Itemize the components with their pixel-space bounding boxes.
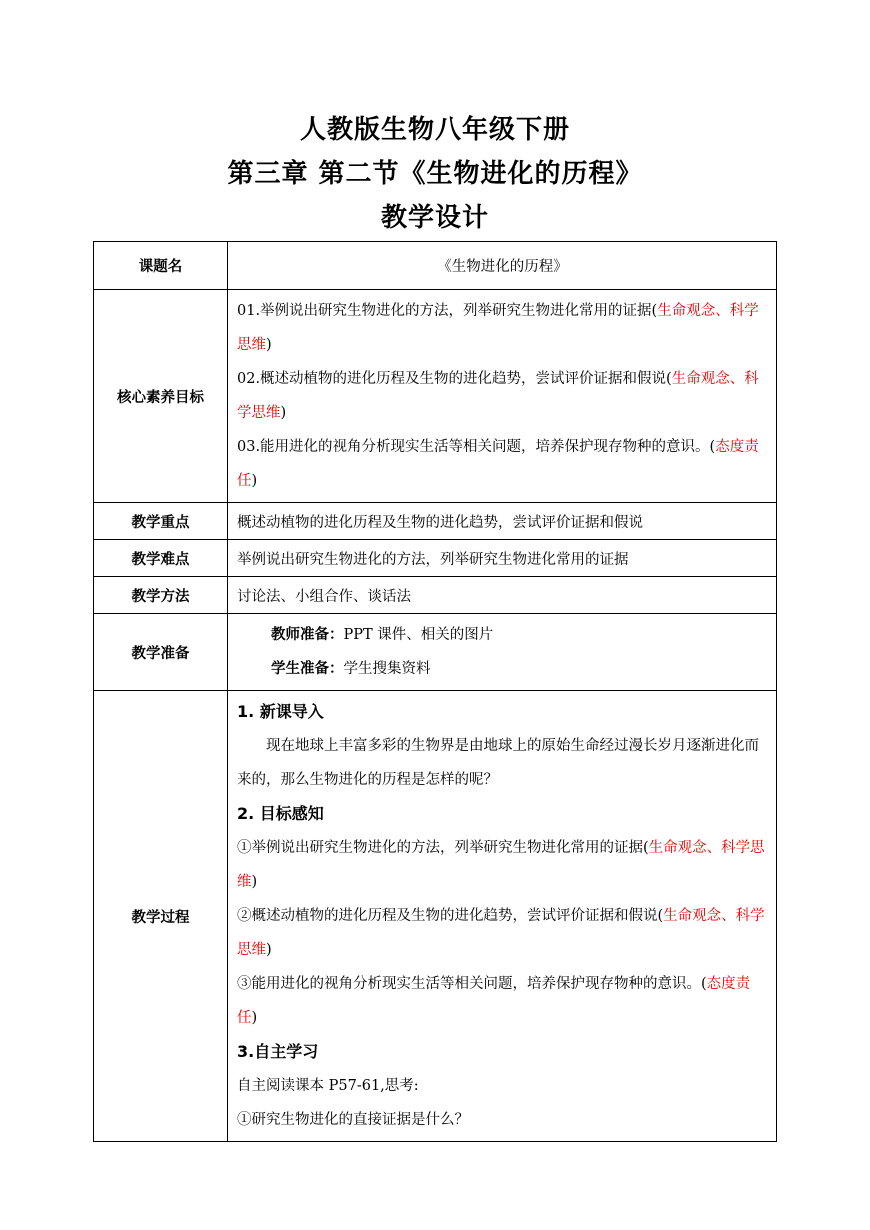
prep-content	[228, 614, 777, 691]
goal-2: 02.概述动植物的进化历程及生物的进化趋势，尝试评价证据和假说(生命观念、科学思维)	[237, 371, 759, 421]
document-title-block	[0, 108, 870, 240]
row-prep	[94, 614, 777, 691]
step-1-text: 现在地球上丰富多彩的生物界是由地球上的原始生命经过漫长岁月逐渐进化而来的，那么生物进化的历程是怎样的呢？	[237, 738, 759, 788]
topic-value: 《生物进化的历程》	[228, 242, 777, 290]
title-line-3: 教学设计	[380, 203, 489, 233]
step-3-text: 自主阅读课本 P57-61,思考:	[237, 1078, 419, 1094]
lesson-plan-table	[93, 241, 777, 1142]
goals-label: 核心素养目标	[94, 290, 228, 503]
row-difficulty	[94, 540, 777, 577]
difficulty-label: 教学难点	[94, 540, 228, 577]
row-topic	[94, 242, 777, 290]
goal-1-tag: 生命观念、科学思维	[237, 303, 759, 353]
difficulty-value: 举例说出研究生物进化的方法，列举研究生物进化常用的证据	[228, 540, 777, 577]
row-method	[94, 577, 777, 614]
topic-label: 课题名	[94, 242, 228, 290]
goal-3: 03.能用进化的视角分析现实生活等相关问题，培养保护现存物种的意识。(态度责任)	[237, 439, 759, 489]
step-2-title: 2. 目标感知	[237, 804, 324, 823]
row-key-point	[94, 503, 777, 540]
row-goals	[94, 290, 777, 503]
method-label: 教学方法	[94, 577, 228, 614]
step-2-goal-3: ③能用进化的视角分析现实生活等相关问题，培养保护现存物种的意识。(态度责任)	[237, 976, 751, 1026]
title-line-1: 人教版生物八年级下册	[299, 115, 570, 145]
teacher-prep: 教师准备：PPT 课件、相关的图片	[271, 627, 494, 643]
process-content	[228, 691, 777, 1142]
method-value: 讨论法、小组合作、谈话法	[228, 577, 777, 614]
step-3-title: 3.自主学习	[237, 1042, 319, 1061]
prep-label: 教学准备	[94, 614, 228, 691]
step-2-goal-2: ②概述动植物的进化历程及生物的进化趋势，尝试评价证据和假说(生命观念、科学思维)	[237, 908, 765, 958]
goal-1: 01.举例说出研究生物进化的方法，列举研究生物进化常用的证据(生命观念、科学思维)	[237, 303, 759, 353]
key-point-value: 概述动植物的进化历程及生物的进化趋势，尝试评价证据和假说	[228, 503, 777, 540]
goal-3-tag: 态度责任	[237, 439, 759, 489]
student-prep: 学生准备：学生搜集资料	[271, 661, 431, 677]
process-label: 教学过程	[94, 691, 228, 1142]
row-process	[94, 691, 777, 1142]
step-3-question-1: ①研究生物进化的直接证据是什么？	[237, 1112, 469, 1128]
goals-content	[228, 290, 777, 503]
goal-2-tag: 生命观念、科学思维	[237, 371, 759, 421]
title-line-2: 第三章 第二节《生物进化的历程》	[227, 159, 643, 189]
key-point-label: 教学重点	[94, 503, 228, 540]
step-1-title: 1. 新课导入	[237, 702, 324, 721]
step-2-goal-1: ①举例说出研究生物进化的方法，列举研究生物进化常用的证据(生命观念、科学思维)	[237, 840, 765, 890]
